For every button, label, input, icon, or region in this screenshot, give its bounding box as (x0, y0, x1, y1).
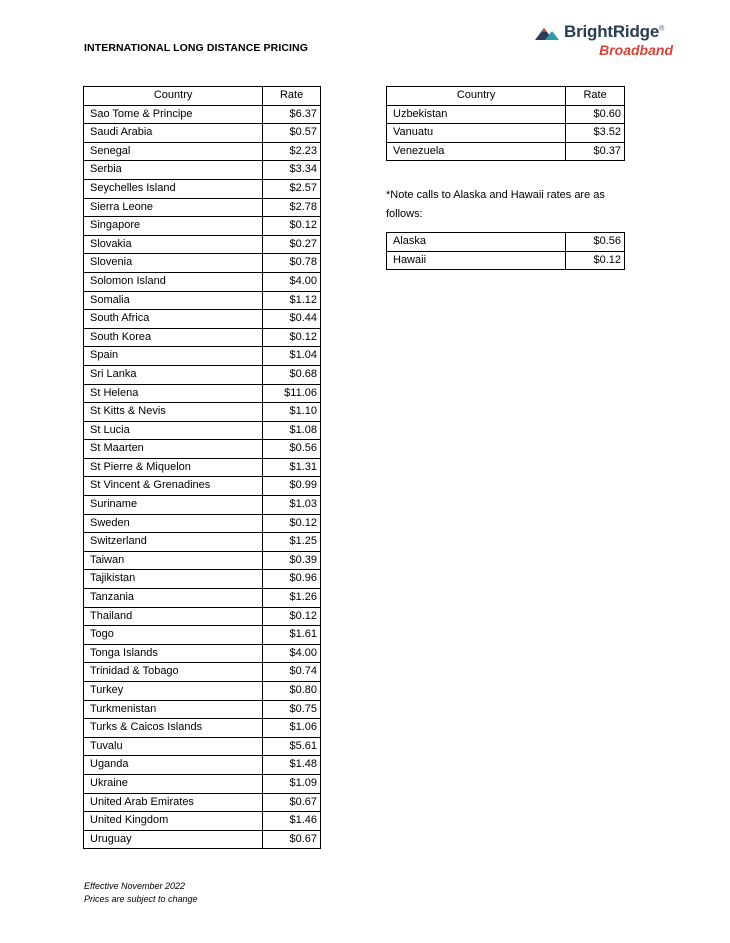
rate-cell: $1.25 (263, 533, 321, 552)
country-cell: United Kingdom (84, 812, 263, 831)
table-row (84, 477, 321, 496)
table-row (84, 719, 321, 738)
country-cell: United Arab Emirates (84, 793, 263, 812)
table-row (84, 291, 321, 310)
table-row (84, 682, 321, 701)
table-row (387, 233, 625, 252)
table-row (84, 533, 321, 552)
continued-rate-table (386, 86, 625, 161)
rate-cell: $0.12 (263, 514, 321, 533)
brightridge-logo (535, 22, 680, 62)
rate-cell: $4.00 (263, 644, 321, 663)
country-cell: Sweden (84, 514, 263, 533)
country-cell: St Maarten (84, 440, 263, 459)
rate-cell: $3.52 (566, 124, 625, 143)
table-row (84, 793, 321, 812)
table-row (84, 626, 321, 645)
table-row (84, 105, 321, 124)
table-row (84, 756, 321, 775)
rate-cell: $1.61 (263, 626, 321, 645)
table-row (84, 124, 321, 143)
rate-cell: $0.12 (263, 328, 321, 347)
rate-cell: $0.57 (263, 124, 321, 143)
rate-cell: $11.06 (263, 384, 321, 403)
country-cell: Tuvalu (84, 737, 263, 756)
table-row (84, 458, 321, 477)
alaska-hawaii-rate-table (386, 232, 625, 270)
logo-brand-primary: BrightRidge® (564, 22, 665, 41)
table-row (387, 105, 625, 124)
rate-cell: $5.61 (263, 737, 321, 756)
country-cell: Thailand (84, 607, 263, 626)
country-cell: Venezuela (387, 142, 566, 161)
table-row (84, 403, 321, 422)
rate-cell: $1.48 (263, 756, 321, 775)
table-row (84, 830, 321, 849)
column-header-rate: Rate (566, 87, 625, 106)
country-cell: Serbia (84, 161, 263, 180)
country-cell: Turkmenistan (84, 700, 263, 719)
price-disclaimer: Prices are subject to change (84, 894, 198, 904)
rate-cell: $6.37 (263, 105, 321, 124)
table-row (84, 217, 321, 236)
country-cell: Saudi Arabia (84, 124, 263, 143)
table-row (84, 607, 321, 626)
footer (84, 880, 198, 906)
rate-cell: $0.12 (566, 251, 625, 270)
country-cell: St Kitts & Nevis (84, 403, 263, 422)
column-header-country: Country (387, 87, 566, 106)
rate-cell: $1.09 (263, 774, 321, 793)
rate-cell: $0.75 (263, 700, 321, 719)
country-cell: Uganda (84, 756, 263, 775)
rate-cell: $1.31 (263, 458, 321, 477)
rate-cell: $1.06 (263, 719, 321, 738)
table-row (387, 251, 625, 270)
column-header-rate: Rate (263, 87, 321, 106)
table-row (84, 551, 321, 570)
table-row (84, 347, 321, 366)
table-row (84, 589, 321, 608)
rate-cell: $0.96 (263, 570, 321, 589)
country-cell: Tonga Islands (84, 644, 263, 663)
table-row (84, 310, 321, 329)
rate-cell: $0.27 (263, 235, 321, 254)
table-row (84, 440, 321, 459)
country-cell: Turkey (84, 682, 263, 701)
rate-cell: $2.78 (263, 198, 321, 217)
rate-cell: $0.78 (263, 254, 321, 273)
table-row (84, 142, 321, 161)
table-row (84, 496, 321, 515)
country-cell: Sao Tome & Principe (84, 105, 263, 124)
country-cell: Hawaii (387, 251, 566, 270)
country-cell: Slovenia (84, 254, 263, 273)
country-cell: St Vincent & Grenadines (84, 477, 263, 496)
rate-cell: $0.37 (566, 142, 625, 161)
rate-cell: $2.23 (263, 142, 321, 161)
country-cell: Sri Lanka (84, 365, 263, 384)
country-cell: Suriname (84, 496, 263, 515)
rate-cell: $0.12 (263, 607, 321, 626)
table-header-row (387, 87, 625, 106)
country-cell: Trinidad & Tobago (84, 663, 263, 682)
country-cell: South Africa (84, 310, 263, 329)
table-row (84, 812, 321, 831)
country-cell: Seychelles Island (84, 179, 263, 198)
table-row (84, 179, 321, 198)
rate-cell: $0.60 (566, 105, 625, 124)
country-cell: Vanuatu (387, 124, 566, 143)
country-cell: Uruguay (84, 830, 263, 849)
rate-cell: $0.39 (263, 551, 321, 570)
table-row (387, 142, 625, 161)
country-cell: Solomon Island (84, 272, 263, 291)
rate-cell: $4.00 (263, 272, 321, 291)
country-cell: Spain (84, 347, 263, 366)
table-row (84, 328, 321, 347)
table-row (84, 161, 321, 180)
table-row (84, 365, 321, 384)
table-row (84, 570, 321, 589)
country-cell: Tanzania (84, 589, 263, 608)
rate-cell: $1.03 (263, 496, 321, 515)
country-cell: Slovakia (84, 235, 263, 254)
table-row (84, 700, 321, 719)
table-row (84, 644, 321, 663)
country-cell: Turks & Caicos Islands (84, 719, 263, 738)
effective-date: Effective November 2022 (84, 881, 186, 891)
table-row (84, 663, 321, 682)
table-row (84, 421, 321, 440)
country-cell: Tajikistan (84, 570, 263, 589)
table-header-row (84, 87, 321, 106)
country-cell: Singapore (84, 217, 263, 236)
country-cell: Ukraine (84, 774, 263, 793)
country-cell: South Korea (84, 328, 263, 347)
rate-cell: $2.57 (263, 179, 321, 198)
rate-cell: $0.80 (263, 682, 321, 701)
rate-cell: $0.67 (263, 793, 321, 812)
rate-cell: $1.08 (263, 421, 321, 440)
table-row (84, 272, 321, 291)
country-cell: Taiwan (84, 551, 263, 570)
rate-cell: $1.04 (263, 347, 321, 366)
rate-cell: $0.12 (263, 217, 321, 236)
country-cell: Sierra Leone (84, 198, 263, 217)
rate-cell: $3.34 (263, 161, 321, 180)
table-row (84, 737, 321, 756)
page-title: INTERNATIONAL LONG DISTANCE PRICING (84, 42, 308, 54)
rate-cell: $0.56 (566, 233, 625, 252)
rate-cell: $0.68 (263, 365, 321, 384)
rate-cell: $1.10 (263, 403, 321, 422)
rate-cell: $0.99 (263, 477, 321, 496)
country-cell: Alaska (387, 233, 566, 252)
logo-brand-secondary: Broadband (599, 42, 673, 58)
table-row (84, 384, 321, 403)
rate-cell: $0.74 (263, 663, 321, 682)
rate-cell: $1.12 (263, 291, 321, 310)
country-cell: St Lucia (84, 421, 263, 440)
country-cell: Switzerland (84, 533, 263, 552)
country-cell: Togo (84, 626, 263, 645)
rate-cell: $1.26 (263, 589, 321, 608)
country-cell: Senegal (84, 142, 263, 161)
alaska-hawaii-note: *Note calls to Alaska and Hawaii rates are as follows: (386, 189, 605, 220)
mountain-logo-icon (535, 26, 563, 40)
table-row (387, 124, 625, 143)
table-row (84, 514, 321, 533)
country-cell: St Helena (84, 384, 263, 403)
country-cell: St Pierre & Miquelon (84, 458, 263, 477)
rate-cell: $0.56 (263, 440, 321, 459)
country-cell: Uzbekistan (387, 105, 566, 124)
rate-cell: $1.46 (263, 812, 321, 831)
table-row (84, 198, 321, 217)
rate-cell: $0.67 (263, 830, 321, 849)
rate-cell: $0.44 (263, 310, 321, 329)
country-cell: Somalia (84, 291, 263, 310)
table-row (84, 254, 321, 273)
main-rate-table (83, 86, 321, 849)
table-row (84, 235, 321, 254)
column-header-country: Country (84, 87, 263, 106)
table-row (84, 774, 321, 793)
